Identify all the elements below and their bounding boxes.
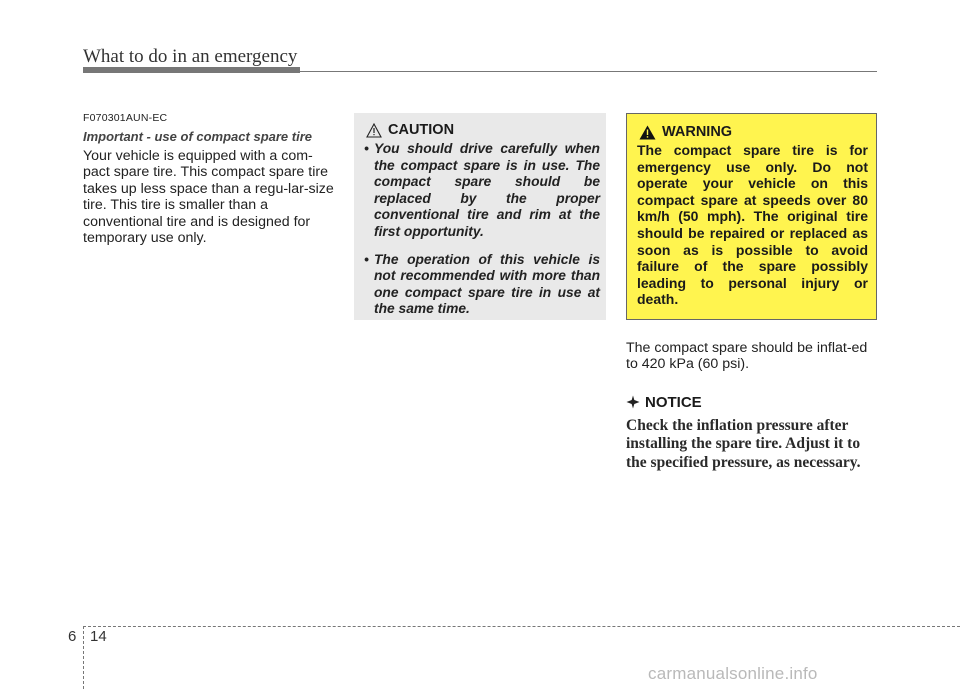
warning-header <box>639 124 868 140</box>
bullet-icon: • <box>364 141 369 156</box>
caution-header <box>366 122 600 138</box>
notice-header <box>626 394 878 411</box>
page-header-title: What to do in an emergency <box>83 46 298 67</box>
warning-box <box>626 113 877 320</box>
notice-body: Check the inflation pressure after installing the spare tire. Adjust it to the specified pressure, as necessary. <box>626 416 861 471</box>
caution-item <box>364 252 600 318</box>
right-column <box>626 340 878 472</box>
section-body: Your vehicle is equipped with a com-pact spare tire. This compact spare tire takes up less space than a regu-lar-size tire. This tire is smaller than a conventional tire and is designed for temporary use only. <box>83 148 334 247</box>
section-subheading: Important - use of compact spare tire <box>83 129 312 144</box>
caution-list <box>364 141 600 318</box>
left-column <box>83 112 335 246</box>
warning-label: WARNING <box>662 124 733 140</box>
chapter-number: 6 <box>68 628 77 645</box>
footer-rule <box>83 626 960 627</box>
header-bar <box>83 67 300 73</box>
watermark: carmanualsonline.info <box>648 664 818 683</box>
caution-triangle-icon <box>366 123 382 138</box>
footer-divider <box>83 626 84 689</box>
caution-label: CAUTION <box>388 122 455 138</box>
inflation-text: The compact spare should be inflat-ed to 420 kPa (60 psi). <box>626 340 868 373</box>
notice-label: NOTICE <box>645 393 702 411</box>
caution-item <box>364 141 600 241</box>
bullet-icon: • <box>364 251 369 267</box>
section-code: F070301AUN-EC <box>83 112 168 124</box>
warning-triangle-icon <box>639 125 656 140</box>
header-rule <box>300 71 877 72</box>
caution-item-text: The operation of this vehicle is not recommended with more than one compact spare tire in use at the same time. <box>374 251 600 317</box>
page-number: 14 <box>90 628 107 645</box>
caution-box <box>354 113 606 320</box>
warning-text: The compact spare tire is for emergency use only. Do not operate your vehicle on this compact spare at speeds over 80 km/h (50 mph). The original tire should be repaired or replaced as soon as is possible to avoid failure of the spare possibly leading to personal injury or death. <box>637 142 868 308</box>
notice-star-icon <box>626 395 640 409</box>
caution-item-text: You should drive carefully when the compact spare is in use. The compact spare should be replaced by the proper conventional tire and rim at the first opportunity. <box>374 141 600 239</box>
